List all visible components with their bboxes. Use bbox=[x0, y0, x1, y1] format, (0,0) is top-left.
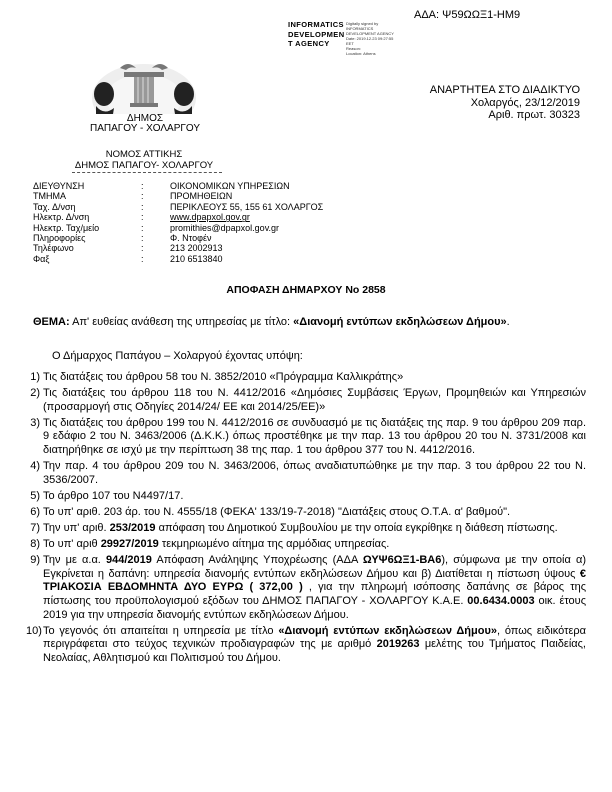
info-row bbox=[33, 254, 323, 264]
item-text-segment: Το υπ' αριθ. 203 άρ. του Ν. 4555/18 (ΦΕΚΑ' 133/19-7-2018) "Διατάξεις στους Ο.Τ.Α. α' βαθμού". bbox=[43, 505, 511, 518]
item-bold-text: 2019263 bbox=[376, 638, 420, 651]
emblem-caption bbox=[70, 114, 220, 134]
item-text bbox=[43, 538, 586, 552]
info-colon: : bbox=[141, 243, 144, 254]
info-row bbox=[33, 243, 323, 253]
item-number: 1) bbox=[30, 371, 40, 383]
item-text-segment: τεκμηριωμένο αίτημα της αρμόδιας υπηρεσίας. bbox=[158, 538, 390, 551]
document-header-right bbox=[404, 84, 580, 122]
info-key: Ηλεκτρ. Δ/νση bbox=[33, 212, 90, 223]
info-value: ΟΙΚΟΝΟΜΙΚΩΝ ΥΠΗΡΕΣΙΩΝ bbox=[170, 181, 290, 191]
item-text bbox=[43, 490, 586, 504]
item-text-segment: Απόφαση Ανάληψης Υποχρέωσης (ΑΔΑ bbox=[151, 554, 363, 567]
item-text bbox=[43, 417, 586, 458]
stamp-small-text bbox=[346, 21, 394, 56]
stamp-small-line: EET bbox=[346, 41, 354, 46]
item-number: 5) bbox=[30, 489, 40, 502]
considerations-list bbox=[26, 371, 586, 668]
item-number: 4) bbox=[30, 460, 40, 473]
info-row bbox=[33, 212, 323, 222]
info-row bbox=[33, 181, 323, 191]
item-bold-text: «Διανομή εντύπων εκδηλώσεων Δήμου» bbox=[278, 624, 497, 637]
item-text bbox=[43, 506, 586, 520]
info-colon: : bbox=[141, 191, 144, 202]
item-bold-text: ΩΥΨ6ΩΞ1-ΒΑ6 bbox=[362, 554, 442, 567]
item-bold-text: 253/2019 bbox=[109, 521, 156, 534]
info-colon: : bbox=[141, 181, 144, 191]
item-text-segment: Το υπ' αριθ bbox=[43, 538, 101, 551]
item-text-segment: Την υπ' αριθ. bbox=[43, 521, 110, 534]
info-colon: : bbox=[141, 222, 144, 233]
list-item bbox=[26, 506, 586, 520]
item-number: 7) bbox=[30, 521, 40, 534]
item-number: 3) bbox=[30, 416, 40, 429]
ada-code: ΑΔΑ: Ψ59ΩΩΞ1-ΗΜ9 bbox=[414, 9, 521, 21]
info-key: ΔΙΕΥΘΥΝΣΗ bbox=[33, 181, 85, 191]
item-number: 9) bbox=[30, 554, 40, 567]
email-address: promithies@dpapxol.gov.gr bbox=[170, 222, 280, 233]
subject-end: . bbox=[506, 316, 510, 328]
organization-header bbox=[44, 149, 244, 171]
item-text-segment: Το γεγονός ότι απαιτείται η υπηρεσία με τίτλο bbox=[43, 624, 279, 637]
posting-notice: ΑΝΑΡΤΗΤΕΑ ΣΤΟ ΔΙΑΔΙΚΤΥΟ bbox=[429, 84, 580, 96]
item-bold-text: 00.6434.0003 bbox=[467, 594, 535, 607]
intro-line: Ο Δήμαρχος Παπάγου – Χολαργού έχοντας υπόψη: bbox=[52, 350, 303, 362]
info-colon: : bbox=[141, 233, 144, 244]
item-bold-text: 29927/2019 bbox=[100, 538, 159, 551]
item-text-segment: , για την πληρωμή ισόποσης δαπάνης σε βάρος της πίστωσης του προϋπολογισμού εξόδων του ΔΗΜΟΣ ΠΑΠΑΓΟΥ - ΧΟΛΑΡΓΟΥ Κ.Α.Ε. bbox=[43, 581, 587, 607]
item-text-segment: Την με α.α. bbox=[43, 554, 106, 567]
info-row bbox=[33, 191, 323, 201]
info-row bbox=[33, 233, 323, 243]
subject-text: Απ' ευθείας ανάθεση της υπηρεσίας με τίτλο: bbox=[69, 316, 294, 328]
info-value: Φ. Ντοφέν bbox=[170, 233, 212, 244]
item-text-segment: Τις διατάξεις του άρθρου 58 του Ν. 3852/2010 «Πρόγραμμα Καλλικράτης» bbox=[43, 371, 404, 383]
stamp-small-line: Reason: bbox=[346, 46, 361, 51]
stamp-line: INFORMATICS bbox=[288, 20, 344, 29]
info-key: Πληροφορίες bbox=[33, 233, 86, 244]
info-row bbox=[33, 223, 323, 233]
info-value: 210 6513840 bbox=[170, 253, 223, 264]
item-text-segment: Την παρ. 4 του άρθρου 209 του Ν. 3463/2006, όπως αναδιατυπώθηκε με την παρ. 3 του άρθρου 22 του Ν. 3536/2007. bbox=[43, 460, 586, 486]
item-text bbox=[43, 522, 586, 536]
item-number: 10) bbox=[26, 624, 42, 637]
item-text bbox=[43, 554, 586, 622]
info-key: Τηλέφωνο bbox=[33, 243, 74, 254]
item-text bbox=[43, 387, 586, 414]
info-value: ΠΡΟΜΗΘΕΙΩΝ bbox=[170, 191, 233, 202]
list-item bbox=[26, 522, 586, 536]
list-item bbox=[26, 371, 586, 385]
item-number: 6) bbox=[30, 505, 40, 518]
item-number: 8) bbox=[30, 538, 40, 551]
stamp-line: DEVELOPMEN bbox=[288, 29, 345, 39]
subject-line bbox=[33, 316, 573, 328]
info-row bbox=[33, 202, 323, 212]
item-text bbox=[43, 460, 586, 487]
list-item bbox=[26, 387, 586, 414]
info-key: Φαξ bbox=[33, 253, 50, 264]
contact-info-table bbox=[33, 181, 323, 264]
item-text bbox=[43, 625, 586, 666]
website-link[interactable]: www.dpapxol.gov.gr bbox=[170, 212, 250, 223]
item-text-segment: απόφαση του Δημοτικού Συμβουλίου με την οποία εγκρίθηκε η διάθεση πίστωσης. bbox=[155, 521, 558, 534]
subject-label: ΘΕΜΑ: bbox=[33, 316, 70, 328]
stamp-small-line: Location: Athens bbox=[346, 51, 376, 56]
list-item bbox=[26, 490, 586, 504]
place-date: Χολαργός, 23/12/2019 bbox=[470, 96, 580, 109]
info-key: Ταχ. Δ/νση bbox=[33, 201, 76, 212]
item-text-segment: Τις διατάξεις του άρθρου 118 του Ν. 4412/2016 «Δημόσιες Συμβάσεις Έργων, Προμηθειών και Υπηρεσιών (προσαρμογή στις Οδηγίες 2014/24/ ΕΕ και 2014/25/ΕΕ)» bbox=[43, 387, 586, 413]
digital-signature-stamp bbox=[288, 20, 408, 62]
prefecture-name: ΝΟΜΟΣ ΑΤΤΙΚΗΣ bbox=[105, 149, 183, 160]
item-text-segment: Τις διατάξεις του άρθρου 199 του Ν. 4412/2016 σε συνδυασμό με τις διατάξεις της παρ. 9 του άρθρου 209 παρ. 9 εδάφιο 2 του Ν. 3463/2006 (Δ.Κ.Κ.) όπως προστέθηκε με την παρ. 13 του άρθρου 20 του Ν. 3731/2008 και διατηρήθηκε σε ισχύ με την περίπτωση 38 της παρ. 1 του άρθρου 377 του Ν. 4412/2016. bbox=[43, 416, 586, 456]
info-value: ΠΕΡΙΚΛΕΟΥΣ 55, 155 61 ΧΟΛΑΡΓΟΣ bbox=[170, 201, 324, 212]
stamp-small-line: INFORMATICS bbox=[346, 26, 374, 31]
stamp-line: T AGENCY bbox=[288, 39, 330, 48]
subject-title: «Διανομή εντύπων εκδηλώσεων Δήμου» bbox=[293, 316, 507, 328]
item-text-segment: Το άρθρο 107 του Ν4497/17. bbox=[43, 489, 184, 502]
emblem-caption-line: ΔΗΜΟΣ bbox=[126, 113, 164, 124]
protocol-number: Αριθ. πρωτ. 30323 bbox=[488, 109, 580, 121]
stamp-org-name bbox=[288, 20, 345, 49]
stamp-small-line: Digitally signed by bbox=[346, 21, 379, 26]
item-text-segment: ), σύμφωνα με την οποία α) Εγκρίνεται η δαπάνη: υπηρεσία διανομής εντύπων εκδηλώσεων Δήμου και β) Διατίθεται η πίστωση ύψους bbox=[43, 554, 586, 580]
stamp-small-line: DEVELOPMENT AGENCY bbox=[346, 31, 394, 36]
info-colon: : bbox=[141, 201, 144, 212]
item-text-segment: , όπως ειδικότερα περιγράφεται στο τεύχος τεχνικών προδιαγραφών της με αριθμό bbox=[43, 624, 587, 651]
info-key: ΤΜΗΜΑ bbox=[33, 191, 66, 202]
list-item bbox=[26, 417, 586, 458]
stamp-small-line: Date: 2019.12.23 09:27:55 bbox=[346, 36, 394, 41]
municipality-name: ΔΗΜΟΣ ΠΑΠΑΓΟΥ- ΧΟΛΑΡΓΟΥ bbox=[74, 160, 214, 171]
header-divider bbox=[72, 172, 222, 173]
info-colon: : bbox=[141, 253, 144, 264]
info-key: Ηλεκτρ. Ταχ/μείο bbox=[33, 222, 100, 233]
list-item bbox=[26, 460, 586, 487]
item-text-segment: μελέτης του Τμήματος Παιδείας, Νεολαίας, Αθλητισμού και Πολιτισμού του Δήμου. bbox=[43, 638, 586, 664]
list-item bbox=[26, 538, 586, 552]
decision-title: ΑΠΟΦΑΣΗ ΔΗΜΑΡΧΟΥ Νο 2858 bbox=[226, 284, 386, 296]
item-bold-text: € ΤΡΙΑΚΟΣΙΑ ΕΒΔΟΜΗΝΤΑ ΔΥΟ ΕΥΡΩ ( 372,00 ) bbox=[43, 567, 586, 594]
emblem-caption-line: ΠΑΠΑΓΟΥ - ΧΟΛΑΡΓΟΥ bbox=[89, 123, 201, 134]
item-number: 2) bbox=[30, 387, 40, 400]
list-item bbox=[26, 554, 586, 622]
info-value: 213 2002913 bbox=[170, 243, 223, 254]
list-item bbox=[26, 625, 586, 666]
info-colon: : bbox=[141, 212, 144, 223]
item-text-segment: οικ. έτους 2019 για την υπηρεσία διανομής εντύπων εκδηλώσεων Δήμου. bbox=[43, 594, 586, 621]
item-text bbox=[43, 371, 586, 385]
item-bold-text: 944/2019 bbox=[105, 554, 152, 567]
